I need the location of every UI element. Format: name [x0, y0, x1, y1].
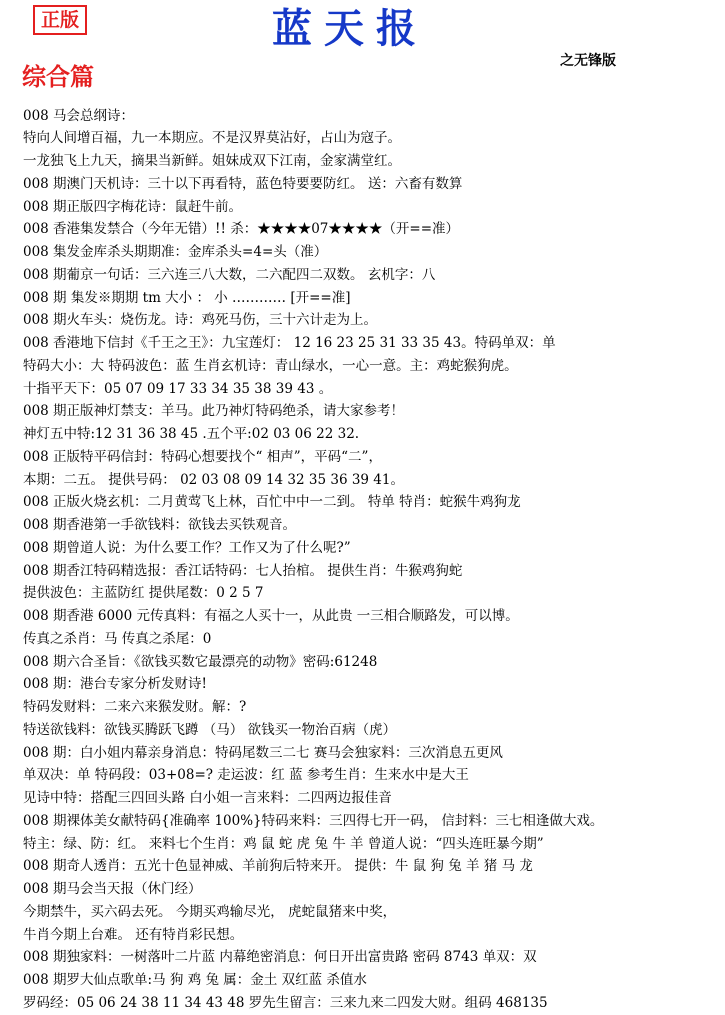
content-line: 牛肖今期上台难。 还有特肖彩民想。	[23, 926, 244, 943]
content-line: 008 期独家料：一树落叶二片蓝 内幕绝密消息：何日开出富贵路 密码 8743 单双：双	[23, 949, 537, 966]
content-line: 008 期香江特码精选报：香江话特码：七人抬棺。 提供生肖：牛猴鸡狗蛇	[23, 562, 463, 579]
edition-label: 之无锋版	[560, 53, 616, 69]
content-line: 008 期曾道人说：为什么要工作？工作又为了什么呢?”	[23, 539, 351, 556]
content-line: 本期：二五。 提供号码： 02 03 08 09 14 32 35 36 39 41。	[23, 471, 404, 488]
content-line: 提供波色：主蓝防红 提供尾数：0 2 5 7	[23, 585, 264, 602]
content-line: 008 期火车头：烧伤龙。诗：鸡死马伤，三十六计走为上。	[23, 312, 378, 329]
content-line: 008 马会总纲诗：	[23, 108, 135, 124]
content-line: 特主：绿、防：红。 来料七个生肖：鸡 鼠 蛇 虎 兔 牛 羊 曾道人说：“四头连旺暴今期”	[23, 835, 544, 852]
content-line: 传真之杀肖：马 传真之杀尾：0	[23, 630, 212, 647]
content-line: 特送欲钱料：欲钱买腾跃飞蹲 （马） 欲钱买一物治百病（虎）	[23, 721, 397, 738]
content-line: 单双决：单 特码段：03+08=? 走运波：红 蓝 参考生肖：生来水中是大王	[23, 767, 469, 784]
content-line: 008 期香港 6000 元传真料：有福之人买十一，从此贵 一三相合顺路发，可以博。	[23, 608, 519, 625]
content-line: 罗码经：05 06 24 38 11 34 43 48 罗先生留言：三来九来二四发大财。组码 468135	[23, 994, 548, 1011]
content-line: 一龙独飞上九天，摘果当新鲜。姐妹成双下江南，金家满堂红。	[23, 153, 401, 170]
content-line: 特码大小：大 特码波色：蓝 生肖玄机诗：青山绿水，一心一意。主：鸡蛇猴狗虎。	[23, 357, 518, 374]
page-title: 蓝天报	[272, 6, 428, 52]
content-line: 特码发财料：二来六来猴发财。解：?	[23, 699, 247, 716]
content-line: 008 香港集发禁合（今年无错）!! 杀：★★★★07★★★★（开==准）	[23, 221, 460, 238]
content-line: 008 集发金库杀头期期准：金库杀头=4=头（准）	[23, 244, 328, 261]
content-line: 神灯五中特:12 31 36 38 45 .五个平:02 03 06 22 32.	[23, 426, 360, 443]
content-line: 008 期 集发※期期 tm 大小 ： 小 ………… [开==准]	[23, 289, 351, 306]
content-line: 008 期马会当天报（休门经）	[23, 881, 202, 898]
content-line: 008 期正版神灯禁支：羊马。此乃神灯特码绝杀，请大家参考！	[23, 403, 405, 420]
content-line: 008 期澳门天机诗：三十以下再看特，蓝色特要要防红。 送：六畜有数算	[23, 175, 463, 192]
content-line: 008 期香港第一手欲钱料：欲钱去买铁观音。	[23, 517, 297, 534]
content-line: 见诗中特：搭配三四回头路 白小姐一言来料：二四两边报佳音	[23, 790, 392, 807]
content-line: 008 期：港台专家分析发财诗!	[23, 676, 207, 693]
content-line: 008 期六合圣旨：《欲钱买数它最漂亮的动物》密码:61248	[23, 653, 378, 670]
content-line: 008 期罗大仙点歌单:马 狗 鸡 兔 属：金土 双红蓝 杀值水	[23, 972, 367, 989]
official-badge: 正版	[33, 5, 87, 35]
content-line: 特向人间增百福，九一本期应。不是汉界莫沾好，占山为寇子。	[23, 130, 401, 147]
section-heading: 综合篇	[22, 63, 94, 91]
content-line: 008 期葡京一句话：三六连三八大数，二六配四二双数。 玄机字：八	[23, 266, 436, 283]
content-line: 008 期：白小姐内幕亲身消息：特码尾数三二七 赛马会独家料：三次消息五更风	[23, 744, 503, 761]
content-line: 008 正版特平码信封：特码心想要找个“ 相声”，平码“二”，	[23, 448, 382, 465]
content-line: 008 期正版四字梅花诗：鼠赶牛前。	[23, 198, 243, 215]
content-line: 008 期裸体美女献特码{准确率 100%}特码来料：三四得七开一码， 信封料：三七相逢做大戏。	[23, 812, 604, 829]
content-line: 008 香港地下信封《千王之王》：九宝莲灯： 12 16 23 25 31 33 35 43。特码单双：单	[23, 335, 556, 352]
content-line: 今期禁牛，买六码去死。 今期买鸡输尽光， 虎蛇鼠猪来中奖，	[23, 903, 397, 920]
content-line: 008 正版火烧玄机：二月黄莺飞上林，百忙中中一二到。 特单 特肖：蛇猴牛鸡狗龙	[23, 494, 521, 511]
content-lines	[23, 105, 718, 1015]
content-line: 008 期奇人透肖：五光十色显神威、羊前狗后特来开。 提供：牛 鼠 狗 兔 羊 猪 马 龙	[23, 858, 533, 875]
content-line: 十指平天下：05 07 09 17 33 34 35 38 39 43 。	[23, 380, 333, 397]
